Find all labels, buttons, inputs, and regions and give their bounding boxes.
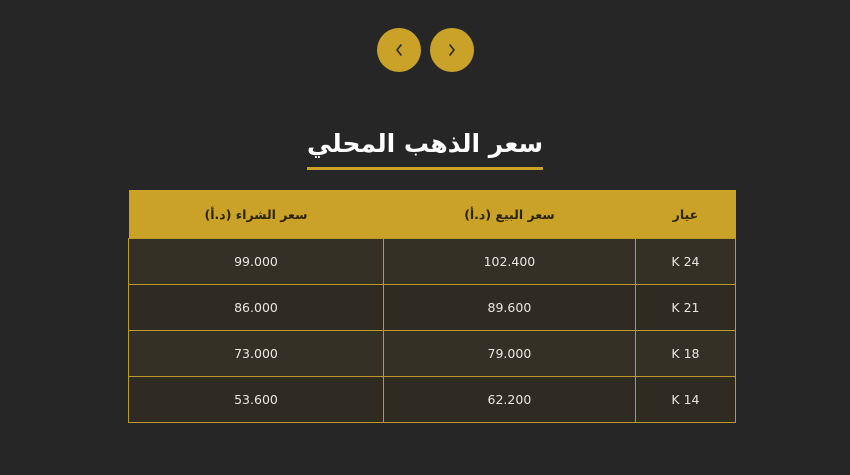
carousel-nav [0,28,850,72]
cell-sell-price: 89.600 [383,285,635,331]
table-row [129,377,736,423]
cell-buy-price: 86.000 [129,285,384,331]
cell-buy-price: 99.000 [129,239,384,285]
carousel-prev-button[interactable] [377,28,421,72]
carousel-next-button[interactable] [430,28,474,72]
column-header-karat: عيار [635,190,735,239]
page-title: سعر الذهب المحلي [307,129,543,170]
page-title-wrap [0,112,850,187]
cell-karat: 14 K [635,377,735,423]
table-row [129,331,736,377]
cell-buy-price: 53.600 [129,377,384,423]
cell-sell-price: 62.200 [383,377,635,423]
table-header-row [129,190,736,239]
chevron-left-icon [393,42,405,58]
gold-price-table-wrap [128,190,736,423]
cell-buy-price: 73.000 [129,331,384,377]
chevron-right-icon [446,42,458,58]
table-row [129,285,736,331]
column-header-sell-price: سعر البيع (د.أ) [383,190,635,239]
table-body [129,239,736,423]
cell-karat: 24 K [635,239,735,285]
cell-sell-price: 102.400 [383,239,635,285]
column-header-buy-price: سعر الشراء (د.أ) [129,190,384,239]
cell-karat: 21 K [635,285,735,331]
table-row [129,239,736,285]
cell-karat: 18 K [635,331,735,377]
table-header [129,190,736,239]
gold-price-table [128,190,736,423]
cell-sell-price: 79.000 [383,331,635,377]
